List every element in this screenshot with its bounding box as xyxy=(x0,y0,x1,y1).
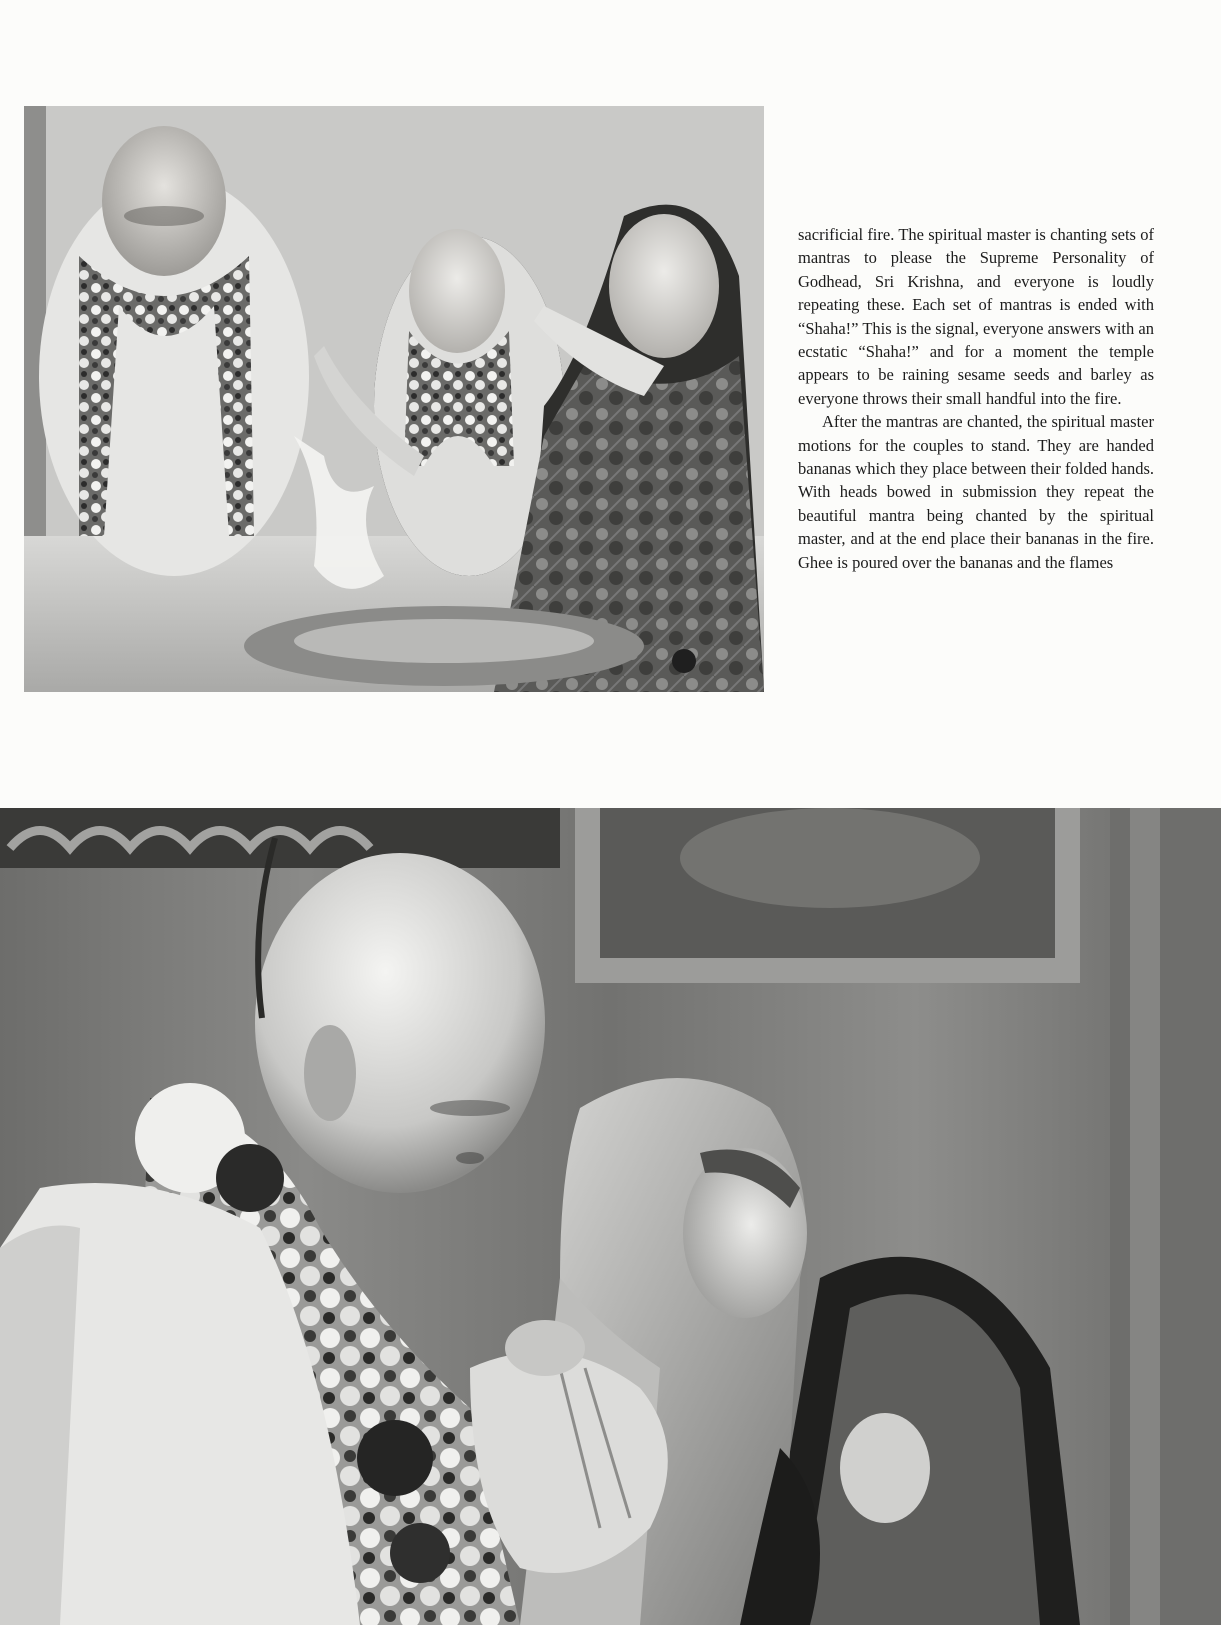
ceremony-photo-top xyxy=(24,106,764,692)
article-text-column xyxy=(798,223,1154,574)
article-paragraph: sacrificial fire. The spiritual master is chanting sets of mantras to please the Supreme Personality of Godhead, Sri Krishna, and everyone is loudly repeating these. Each set of mantras is ended with “Shaha!” This is the signal, everyone answers with an ecstatic “Shaha!” and for a moment the temple appears to be raining sesame seeds and barley as everyone throws their small handful into the fire. xyxy=(798,225,1154,408)
ceremony-photo-bottom-illustration xyxy=(0,808,1221,1625)
ceremony-photo-top-illustration xyxy=(24,106,764,692)
article-paragraph: After the mantras are chanted, the spiritual master motions for the couples to stand. They are handed bananas which they place between their folded hands. With heads bowed in submission they repeat the beautiful mantra being chanted by the spiritual master, and at the end place their bananas in the fire. Ghee is poured over the bananas and the flames xyxy=(798,412,1154,572)
ceremony-photo-bottom xyxy=(0,808,1221,1625)
